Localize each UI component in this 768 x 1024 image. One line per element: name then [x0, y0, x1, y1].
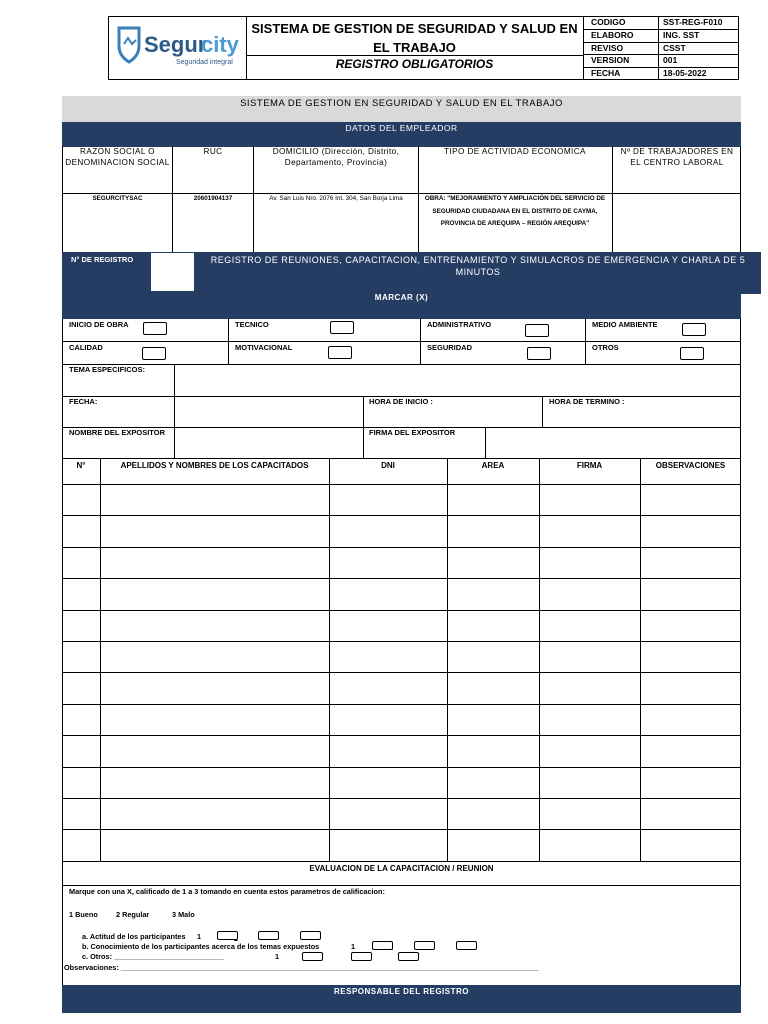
employer-header-domicilio: DOMICILIO (Dirección, Distrito, Departamento, Provincia)	[272, 147, 400, 167]
option-administrativo-label: ADMINISTRATIVO	[427, 320, 492, 329]
option-medio-ambiente-label: MEDIO AMBIENTE	[592, 320, 658, 329]
employer-razon-value: SEGURCITYSAC	[92, 195, 143, 202]
registro-title: REGISTRO DE REUNIONES, CAPACITACION, ENTRENAMIENTO Y SIMULACROS DE EMERGENCIA Y CHARLA DE 5 MINUTOS	[195, 252, 761, 294]
meta-row: FECHA 18-05-2022	[591, 68, 707, 79]
option-calidad-label: CALIDAD	[69, 343, 103, 352]
expositor-label: NOMBRE DEL EXPOSITOR	[69, 428, 165, 437]
eval-conocimiento-3-checkbox[interactable]	[456, 941, 477, 950]
table-row[interactable]	[62, 829, 741, 860]
option-administrativo-checkbox[interactable]	[525, 324, 549, 337]
evaluation-instruction: Marque con una X, calificado de 1 a 3 tomando en cuenta estos parametros de calificacion:	[69, 887, 385, 896]
eval-actitud-3-checkbox[interactable]	[300, 931, 321, 940]
employer-header-ruc: RUC	[203, 147, 223, 156]
table-row[interactable]	[62, 704, 741, 735]
option-seguridad-label: SEGURIDAD	[427, 343, 473, 352]
tema-label: TEMA ESPECIFICOS:	[69, 365, 145, 374]
eval-conocimiento-1-checkbox[interactable]	[372, 941, 393, 950]
employer-header-trabajadores: Nº DE TRABAJADORES EN EL CENTRO LABORAL	[620, 147, 734, 167]
hora-termino-label: HORA DE TERMINO :	[549, 397, 625, 406]
fecha-field[interactable]	[175, 397, 362, 426]
option-motivacional-checkbox[interactable]	[328, 346, 352, 359]
eval-item-otros-num: 1	[275, 952, 280, 961]
eval-item-otros: c. Otros: ___________________________	[82, 952, 224, 961]
option-medio-ambiente-checkbox[interactable]	[682, 323, 706, 336]
table-row[interactable]	[62, 578, 741, 609]
employer-actividad-value: OBRA: "MEJORAMIENTO Y AMPLIACIÓN DEL SERVICIO DE SEGURIDAD CIUDADANA EN EL DISTRITO DE CAYMA, PROVINCIA DE AREQUIPA – REGIÓN AREQUIPA"	[424, 195, 606, 227]
document-title: SISTEMA DE GESTION DE SEGURIDAD Y SALUD EN EL TRABAJO	[251, 21, 578, 55]
document-meta	[583, 16, 739, 80]
option-tecnico-label: TECNICO	[235, 320, 269, 329]
responsable-band: RESPONSABLE DEL REGISTRO	[62, 985, 741, 1013]
meta-row: REVISO CSST	[584, 42, 739, 56]
table-header-firma: FIRMA	[576, 461, 603, 470]
registro-number-field[interactable]	[150, 252, 195, 292]
table-row[interactable]	[62, 515, 741, 546]
option-inicio-obra-checkbox[interactable]	[143, 322, 167, 335]
employer-header-razon: RAZON SOCIAL O DENOMINACION SOCIAL	[65, 147, 170, 167]
eval-item-actitud: a. Actitud de los participantes	[82, 932, 186, 941]
meta-row: VERSION 001	[584, 54, 739, 68]
firma-expositor-field[interactable]	[486, 428, 740, 457]
option-otros-checkbox[interactable]	[680, 347, 704, 360]
table-row[interactable]	[62, 547, 741, 578]
svg-text:Segur: Segur	[144, 32, 207, 57]
table-header-dni: DNI	[381, 461, 395, 470]
eval-item-conocimiento: b. Conocimiento de los participantes acerca de los temas expuestos	[82, 942, 320, 951]
table-header-name: APELLIDOS Y NOMBRES DE LOS CAPACITADOS	[120, 461, 309, 470]
eval-otros-2-checkbox[interactable]	[351, 952, 372, 961]
employer-band: DATOS DEL EMPLEADOR	[62, 122, 741, 147]
form-main-title: SISTEMA DE GESTION EN SEGURIDAD Y SALUD EN EL TRABAJO	[62, 96, 741, 124]
svg-text:Seguridad integral: Seguridad integral	[176, 59, 233, 66]
table-row[interactable]	[62, 767, 741, 798]
table-row[interactable]	[62, 641, 741, 672]
eval-otros-1-checkbox[interactable]	[302, 952, 323, 961]
table-row[interactable]	[62, 484, 741, 515]
option-inicio-obra-label: INICIO DE OBRA	[69, 320, 129, 329]
table-row[interactable]	[62, 798, 741, 829]
eval-actitud-1-checkbox[interactable]	[217, 931, 238, 940]
company-logo-icon	[114, 24, 244, 74]
table-row[interactable]	[62, 672, 741, 703]
evaluation-title: EVALUACION DE LA CAPACITACION / REUNION	[309, 864, 494, 873]
document-subtitle: REGISTRO OBLIGATORIOS	[246, 55, 583, 71]
meta-row: ELABORO ING. SST	[584, 29, 739, 43]
table-row[interactable]	[62, 610, 741, 641]
option-calidad-checkbox[interactable]	[142, 347, 166, 360]
table-header-observaciones: OBSERVACIONES	[655, 461, 726, 470]
observaciones-line[interactable]: Observaciones: _______________________________________________________________________________________________________	[64, 963, 539, 972]
option-seguridad-checkbox[interactable]	[527, 347, 551, 360]
eval-otros-3-checkbox[interactable]	[398, 952, 419, 961]
registro-label: N° DE REGISTRO	[62, 252, 159, 295]
option-tecnico-checkbox[interactable]	[330, 321, 354, 334]
marcar-band: MARCAR (X)	[62, 292, 741, 319]
table-header-num: N°	[76, 461, 86, 470]
scale-malo: 3 Malo	[172, 910, 195, 919]
fecha-label: FECHA:	[69, 397, 98, 406]
table-header-area: AREA	[481, 461, 505, 470]
option-otros-label: OTROS	[592, 343, 619, 352]
hora-inicio-label: HORA DE INICIO :	[369, 397, 433, 406]
eval-conocimiento-2-checkbox[interactable]	[414, 941, 435, 950]
eval-item-actitud-num: 1	[197, 932, 202, 941]
table-row[interactable]	[62, 735, 741, 766]
logo-cell	[108, 16, 247, 80]
employer-ruc-value: 20601904137	[193, 195, 233, 202]
expositor-field[interactable]	[175, 428, 362, 457]
meta-row: CODIGO SST-REG-F010	[584, 16, 739, 30]
option-motivacional-label: MOTIVACIONAL	[235, 343, 293, 352]
eval-item-conocimiento-num: 1	[351, 942, 356, 951]
eval-actitud-2-checkbox[interactable]	[258, 931, 279, 940]
employer-header-actividad: TIPO DE ACTIVIDAD ECONOMICA	[444, 147, 586, 156]
svg-text:city: city	[201, 32, 239, 57]
employer-domicilio-value: Av. San Luis Nro. 2076 Int. 304, San Borja Lima	[269, 195, 403, 202]
scale-bueno: 1 Bueno	[69, 910, 98, 919]
firma-expositor-label: FIRMA DEL EXPOSITOR	[369, 428, 456, 437]
tema-field[interactable]	[175, 365, 740, 395]
scale-regular: 2 Regular	[116, 910, 150, 919]
